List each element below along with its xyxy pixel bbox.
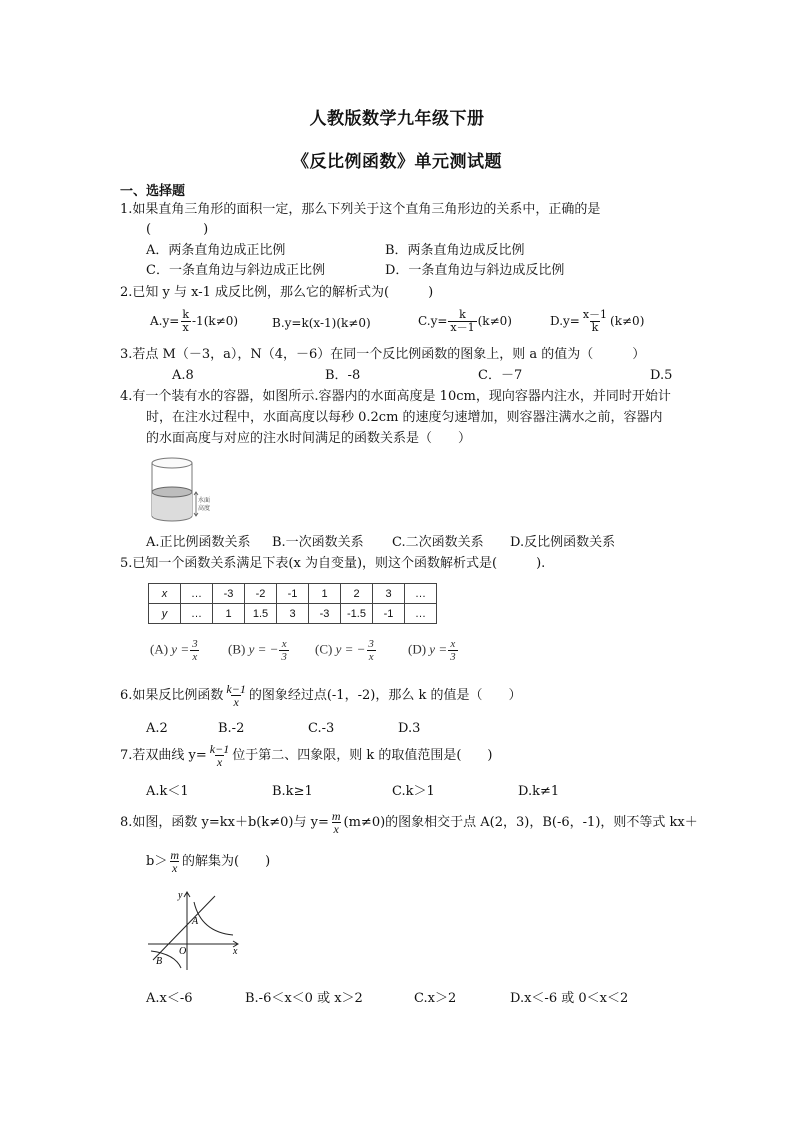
table-cell: -2 xyxy=(245,584,277,604)
q8-l2-post: 的解集为( ) xyxy=(182,854,271,869)
q6-den: x xyxy=(233,695,239,709)
q5-d-pre: y = xyxy=(429,641,448,657)
q3-option-d: D.5 xyxy=(650,368,673,383)
page-subtitle: 《反比例函数》单元测试题 xyxy=(292,152,502,172)
q8-l2-pre: b＞ xyxy=(146,854,168,869)
q5-d-den: 3 xyxy=(450,651,456,663)
q6-option-a: A.2 xyxy=(146,721,168,736)
q5-option-a xyxy=(150,638,201,663)
q2-c-den: x－1 xyxy=(450,321,475,334)
q5-a-den: x xyxy=(192,651,198,663)
section-heading: 一、选择题 xyxy=(120,184,186,199)
q4-stem-line3: 的水面高度与对应的注水时间满足的函数关系是（ ） xyxy=(146,431,472,446)
q6-stem xyxy=(120,683,521,708)
table-cell: x xyxy=(149,584,181,604)
q2-c-fraction xyxy=(448,309,476,334)
fig-label-1: 水面 xyxy=(198,497,211,504)
q7-num: k−1 xyxy=(209,742,230,756)
q4-option-a: A.正比例函数关系 xyxy=(146,535,251,550)
q5-option-d xyxy=(408,638,459,663)
point-b-label: B xyxy=(156,956,163,967)
table-cell: 1 xyxy=(213,604,245,624)
q5-option-c xyxy=(315,638,377,663)
q6-pre: 6.如果反比例函数 xyxy=(120,688,224,703)
q2-d-post: (k≠0) xyxy=(610,314,645,328)
q4-stem-line2: 时，在注水过程中，水面高度以每秒 0.2cm 的速度匀速增加，则容器注满水之前，容器内 xyxy=(146,410,663,425)
q5-a-fraction xyxy=(190,638,200,663)
table-cell: … xyxy=(181,604,213,624)
q8-pre: 8.如图，函数 y=kx＋b(k≠0)与 y= xyxy=(120,815,329,830)
origin-label: O xyxy=(179,946,187,957)
q1-option-d: D．一条直角边与斜边成反比例 xyxy=(385,263,565,278)
q5-table xyxy=(148,583,437,624)
q8-fraction xyxy=(330,810,343,835)
function-graph-figure xyxy=(145,888,245,972)
axis-x-label: x xyxy=(233,946,238,957)
q5-b-label: (B) xyxy=(228,641,246,657)
q8-stem-line1 xyxy=(120,810,698,835)
q6-post: 的图象经过点(-1，-2)，那么 k 的值是（ ） xyxy=(248,688,522,703)
q8-stem-line2 xyxy=(146,849,270,874)
cylinder-container-figure xyxy=(146,454,218,526)
table-cell: -1 xyxy=(277,584,309,604)
q5-d-num: x xyxy=(450,638,456,650)
q5-d-label: (D) xyxy=(408,641,427,657)
q1-option-b: B．两条直角边成反比例 xyxy=(385,243,525,258)
hyperbola-branch-1 xyxy=(194,902,233,935)
table-cell: … xyxy=(405,584,437,604)
table-cell: 3 xyxy=(277,604,309,624)
q7-pre: 7.若双曲线 y= xyxy=(120,748,207,763)
q8-num: m xyxy=(331,809,341,823)
table-cell: -1.5 xyxy=(341,604,373,624)
table-row-y xyxy=(149,604,437,624)
q7-option-c: C.k＞1 xyxy=(392,784,435,799)
q6-num: k−1 xyxy=(226,682,246,696)
table-cell: … xyxy=(181,584,213,604)
q6-option-c: C.-3 xyxy=(308,721,335,736)
q5-b-num: x xyxy=(281,638,287,650)
q5-c-pre: y = − xyxy=(335,641,366,657)
table-cell: y xyxy=(149,604,181,624)
q2-option-d xyxy=(550,309,644,334)
q5-stem: 5.已知一个函数关系满足下表(x 为自变量)，则这个函数解析式是( ). xyxy=(120,556,546,571)
q1-option-a: A．两条直角边成正比例 xyxy=(146,243,286,258)
q5-b-pre: y = − xyxy=(248,641,279,657)
value-table xyxy=(148,583,437,624)
q5-a-label: (A) xyxy=(150,641,169,657)
q5-b-den: 3 xyxy=(281,651,287,663)
q7-stem xyxy=(120,743,493,768)
q2-a-den: x xyxy=(182,321,189,334)
q2-d-den: k xyxy=(591,321,599,334)
q5-a-pre: y = xyxy=(171,641,190,657)
table-cell: 1.5 xyxy=(245,604,277,624)
q3-stem: 3.若点 M（－3，a），N（4，－6）在同一个反比例函数的图象上，则 a 的值为（ ） xyxy=(120,347,646,362)
q8-l2-fraction xyxy=(168,849,181,874)
q6-option-b: B.-2 xyxy=(218,721,245,736)
q2-c-pre: C.y= xyxy=(418,314,448,328)
point-a-label: A xyxy=(192,916,199,927)
fig-label-2: 高度 xyxy=(198,505,211,512)
q2-d-fraction xyxy=(581,309,609,334)
q7-option-d: D.k≠1 xyxy=(518,784,560,799)
q1-stem-line2: ( ) xyxy=(146,222,209,237)
q8-l2-num: m xyxy=(170,848,179,862)
table-cell: … xyxy=(405,604,437,624)
q3-option-b: B．-8 xyxy=(325,368,361,383)
q2-option-b: B.y=k(x-1)(k≠0) xyxy=(272,316,371,330)
q5-c-den: x xyxy=(368,651,374,663)
q5-a-num: 3 xyxy=(192,638,198,650)
q3-option-a: A.8 xyxy=(172,368,194,383)
q8-option-b: B.-6＜x＜0 或 x＞2 xyxy=(245,991,363,1006)
q2-d-pre: D.y= xyxy=(550,314,580,328)
q1-stem-line1: 1.如果直角三角形的面积一定，那么下列关于这个直角三角形边的关系中，正确的是 xyxy=(120,202,601,217)
q2-c-num: k xyxy=(459,308,466,321)
q8-den: x xyxy=(333,822,339,836)
q4-option-d: D.反比例函数关系 xyxy=(510,535,616,550)
page-title: 人教版数学九年级下册 xyxy=(309,109,485,129)
q6-option-d: D.3 xyxy=(398,721,421,736)
table-cell: -3 xyxy=(213,584,245,604)
q2-d-num: x－1 xyxy=(582,308,608,321)
q1-option-c: C．一条直角边与斜边成正比例 xyxy=(146,263,325,278)
q8-option-a: A.x＜-6 xyxy=(146,991,193,1006)
q5-d-fraction xyxy=(448,638,458,663)
q4-option-c: C.二次函数关系 xyxy=(392,535,484,550)
q7-den: x xyxy=(216,755,223,769)
q5-b-fraction xyxy=(279,638,289,663)
q7-fraction xyxy=(208,743,231,768)
q2-a-num: k xyxy=(182,308,189,321)
q8-option-c: C.x＞2 xyxy=(414,991,457,1006)
table-cell: 2 xyxy=(341,584,373,604)
q8-post: (m≠0)的图象相交于点 A(2，3)，B(-6，-1)，则不等式 kx＋ xyxy=(343,815,698,830)
q2-a-fraction xyxy=(180,309,191,334)
q7-option-a: A.k＜1 xyxy=(146,784,189,799)
q2-a-post: -1(k≠0) xyxy=(192,314,239,328)
q3-option-c: C．－7 xyxy=(478,368,523,383)
table-cell: -1 xyxy=(373,604,405,624)
q2-option-c xyxy=(418,309,512,334)
q4-option-b: B.一次函数关系 xyxy=(272,535,364,550)
q4-stem-line1: 4.有一个装有水的容器，如图所示.容器内的水面高度是 10cm，现向容器内注水，并同时开始计 xyxy=(120,389,671,404)
q5-c-fraction xyxy=(366,638,376,663)
q7-post: 位于第二、四象限，则 k 的取值范围是( ) xyxy=(232,748,493,763)
q2-a-pre: A.y= xyxy=(150,314,180,328)
q8-option-d: D.x＜-6 或 0＜x＜2 xyxy=(510,991,629,1006)
q2-stem: 2.已知 y 与 x-1 成反比例，那么它的解析式为( ) xyxy=(120,285,434,300)
q5-option-b xyxy=(228,638,290,663)
table-cell: 3 xyxy=(373,584,405,604)
table-cell: 1 xyxy=(309,584,341,604)
q5-c-num: 3 xyxy=(368,638,374,650)
axis-y-label: y xyxy=(178,890,183,901)
q6-fraction xyxy=(224,683,247,708)
q7-option-b: B.k≥1 xyxy=(272,784,313,799)
q2-option-a xyxy=(150,309,238,334)
table-cell: -3 xyxy=(309,604,341,624)
q8-l2-den: x xyxy=(172,861,178,875)
q5-c-label: (C) xyxy=(315,641,333,657)
table-row-x xyxy=(149,584,437,604)
q2-c-post: (k≠0) xyxy=(477,314,512,328)
